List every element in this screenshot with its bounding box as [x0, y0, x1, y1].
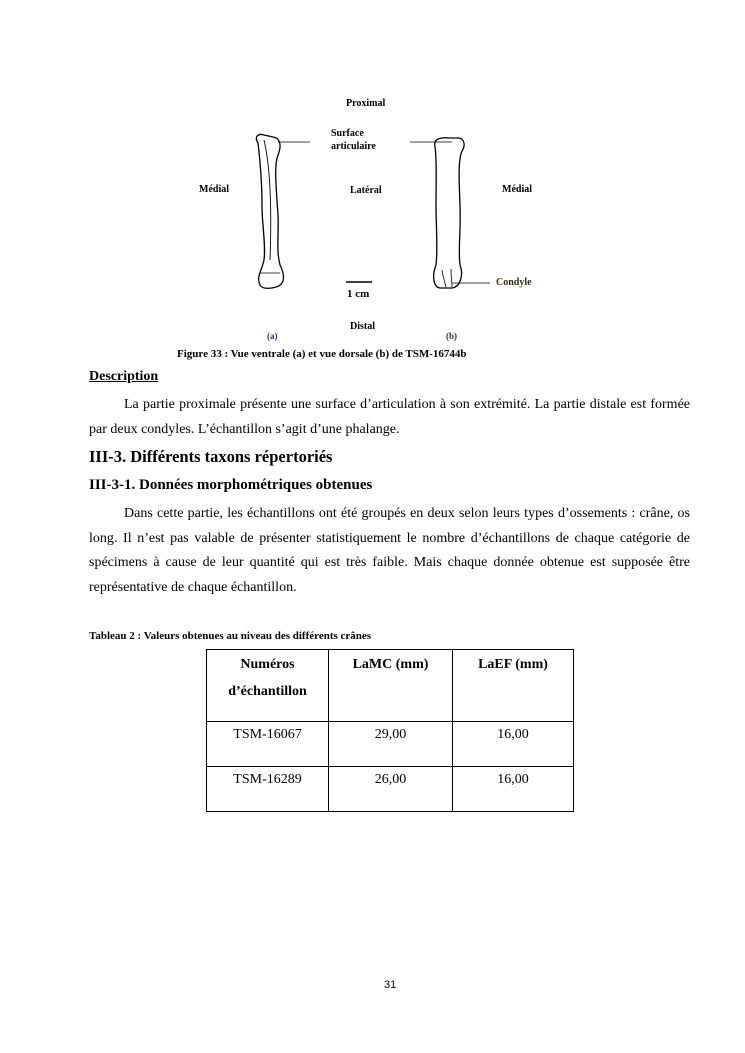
cell-laef: 16,00 [453, 722, 574, 767]
label-lateral: Latéral [350, 185, 382, 196]
label-distal: Distal [350, 321, 375, 332]
description-title: Description [89, 369, 159, 384]
cell-laef: 16,00 [453, 767, 574, 812]
section-subtitle: III-3-1. Données morphométriques obtenues [89, 477, 373, 493]
bone-ventral-view [256, 134, 283, 288]
data-table [206, 649, 574, 812]
label-medial-right: Médial [502, 184, 532, 195]
label-proximal: Proximal [346, 98, 386, 109]
header-laef: LaEF (mm) [453, 650, 574, 722]
table-row [207, 767, 574, 812]
cell-sample-id: TSM-16067 [207, 722, 329, 767]
table-header-row [207, 650, 574, 722]
cell-lamc: 29,00 [329, 722, 453, 767]
label-condyle: Condyle [496, 277, 532, 288]
description-text: La partie proximale présente une surface d’articulation à son extrémité. La partie distale est formée par deux condyles. L’échantillon s’agit d’une phalange. [89, 397, 690, 437]
header-sample-number: Numéros d’échantillon [207, 650, 329, 722]
label-sub-b: (b) [446, 331, 457, 341]
bone-dorsal-view [434, 138, 464, 288]
header-lamc: LaMC (mm) [329, 650, 453, 722]
label-scale: 1 cm [347, 288, 370, 300]
cell-sample-id: TSM-16289 [207, 767, 329, 812]
label-sub-a: (a) [267, 331, 278, 341]
cell-lamc: 26,00 [329, 767, 453, 812]
table-caption: Tableau 2 : Valeurs obtenues au niveau des différents crânes [89, 630, 372, 642]
section-title: III-3. Différents taxons répertoriés [89, 447, 333, 466]
page-number: 31 [384, 979, 397, 991]
label-medial-left: Médial [199, 184, 229, 195]
table-row [207, 722, 574, 767]
label-surface-articulaire: Surface articulaire [331, 128, 376, 152]
figure-caption: Figure 33 : Vue ventrale (a) et vue dorsale (b) de TSM-16744b [177, 348, 467, 360]
section-text: Dans cette partie, les échantillons ont été groupés en deux selon leurs types d’ossements : crâne, os long. Il n’est pas valable de présenter statistiquement le nombre d’échantillons de chaque catégorie de spécimens à cause de leur quantité qui est très faible. Mais chaque donnée obtenue est supposée être représentative de chaque échantillon. [89, 506, 690, 595]
